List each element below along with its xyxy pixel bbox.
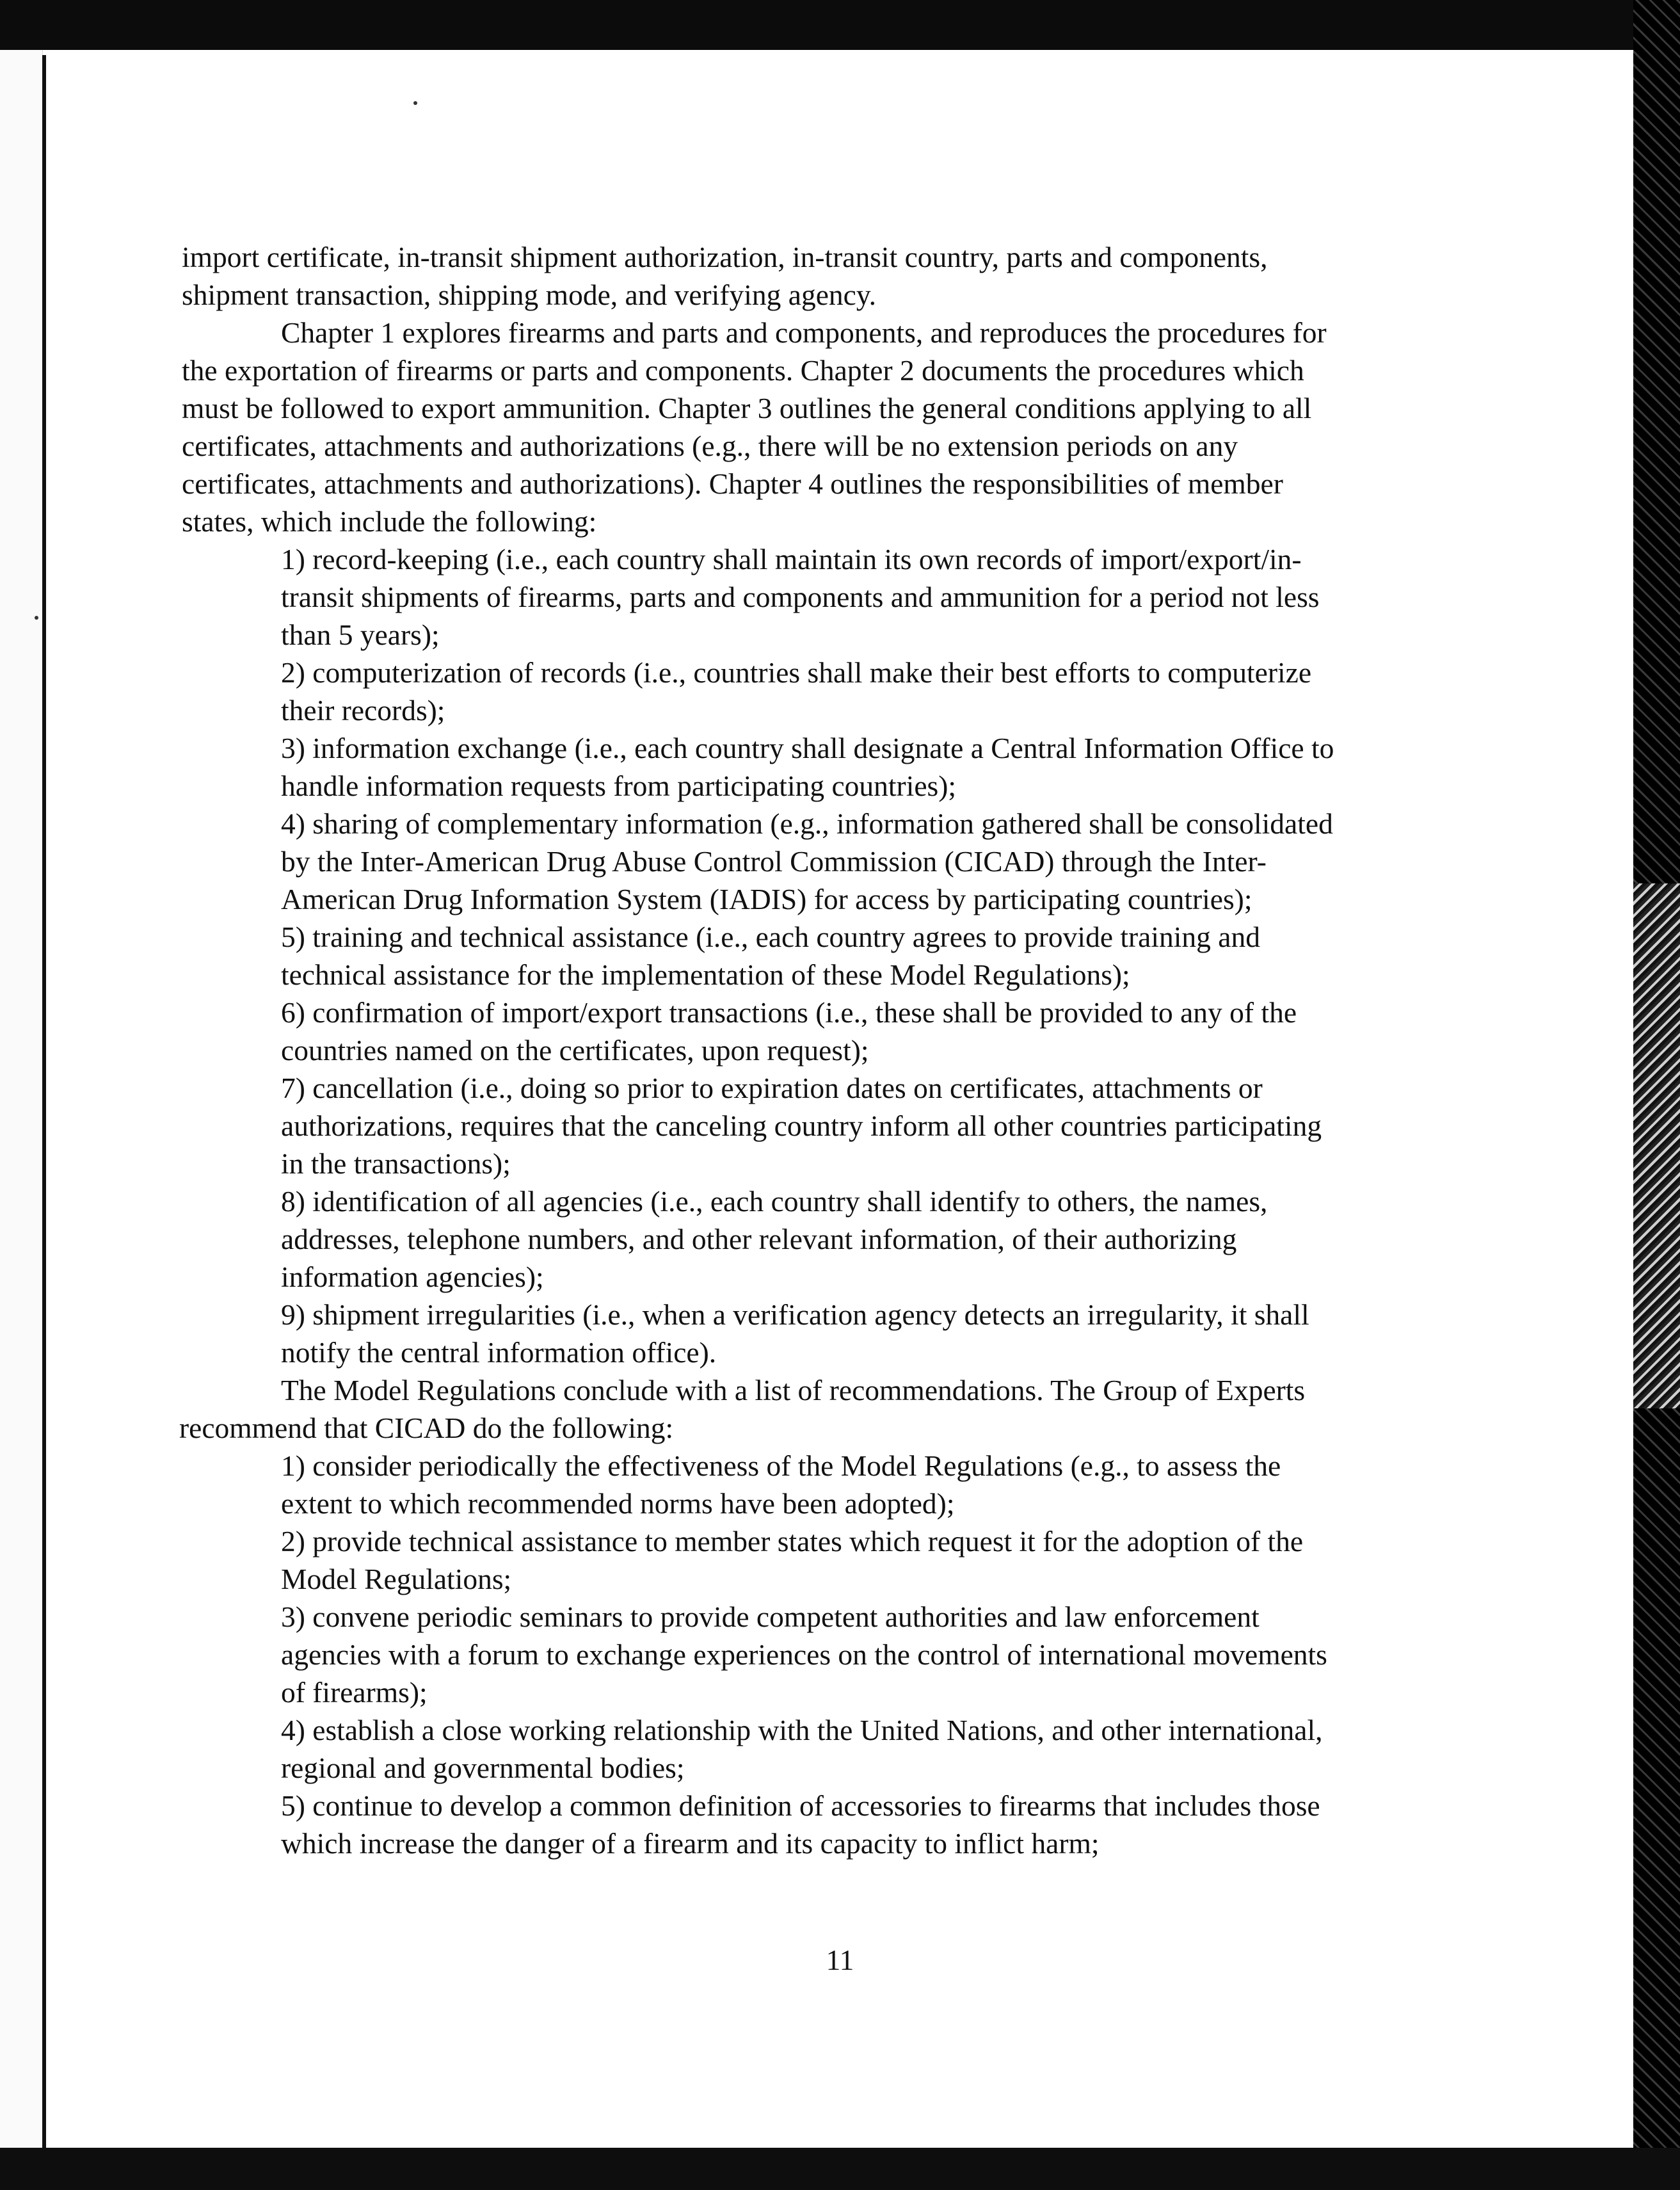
- list-item-continuation: countries named on the certificates, upon request);: [281, 1034, 869, 1067]
- list-item-continuation: regional and governmental bodies;: [281, 1751, 685, 1784]
- list-item-continuation: American Drug Information System (IADIS) for access by participating countries);: [281, 883, 1252, 915]
- scan-speck: [413, 101, 417, 105]
- text-line: certificates, attachments and authorizations). Chapter 4 outlines the responsibilities of member: [182, 467, 1283, 500]
- text-line: shipment transaction, shipping mode, and verifying agency.: [182, 278, 877, 311]
- list-item: 9) shipment irregularities (i.e., when a verification agency detects an irregularity, it shall: [281, 1298, 1309, 1331]
- text-line: the exportation of firearms or parts and components. Chapter 2 documents the procedures which: [182, 354, 1304, 387]
- text-line: certificates, attachments and authorizations (e.g., there will be no extension periods on any: [182, 430, 1238, 462]
- list-item: 2) computerization of records (i.e., countries shall make their best efforts to computerize: [281, 656, 1312, 689]
- scan-left-rule: [42, 55, 46, 2148]
- list-item: 7) cancellation (i.e., doing so prior to expiration dates on certificates, attachments or: [281, 1072, 1263, 1104]
- list-item-continuation: transit shipments of firearms, parts and components and ammunition for a period not less: [281, 581, 1320, 613]
- document-body: [179, 238, 1468, 1862]
- paragraph-start: The Model Regulations conclude with a list of recommendations. The Group of Experts: [281, 1374, 1306, 1406]
- list-item-continuation: technical assistance for the implementation of these Model Regulations);: [281, 958, 1130, 991]
- list-item: 8) identification of all agencies (i.e., each country shall identify to others, the names,: [281, 1185, 1268, 1218]
- scan-border-top: [0, 0, 1680, 50]
- list-item-continuation: than 5 years);: [281, 618, 440, 651]
- list-item-continuation: handle information requests from participating countries);: [281, 769, 957, 802]
- list-item-continuation: extent to which recommended norms have been adopted);: [281, 1487, 955, 1520]
- list-item-continuation: information agencies);: [281, 1260, 544, 1293]
- list-item-continuation: authorizations, requires that the canceling country inform all other countries participating: [281, 1109, 1322, 1142]
- list-item: 6) confirmation of import/export transactions (i.e., these shall be provided to any of the: [281, 996, 1297, 1029]
- list-item: 4) establish a close working relationship with the United Nations, and other international,: [281, 1714, 1323, 1746]
- list-item: 5) continue to develop a common definition of accessories to firearms that includes those: [281, 1789, 1320, 1822]
- list-item-continuation: by the Inter-American Drug Abuse Control Commission (CICAD) through the Inter-: [281, 845, 1267, 878]
- list-item-continuation: their records);: [281, 694, 445, 727]
- paragraph-start: Chapter 1 explores firearms and parts and components, and reproduces the procedures for: [281, 316, 1327, 349]
- list-item: 3) convene periodic seminars to provide competent authorities and law enforcement: [281, 1600, 1260, 1633]
- list-item-continuation: agencies with a forum to exchange experiences on the control of international movements: [281, 1638, 1327, 1671]
- list-item: 5) training and technical assistance (i.e., each country agrees to provide training and: [281, 921, 1260, 953]
- list-item-continuation: notify the central information office).: [281, 1336, 717, 1369]
- list-item-continuation: of firearms);: [281, 1676, 428, 1709]
- list-item: 4) sharing of complementary information (e.g., information gathered shall be consolidated: [281, 807, 1333, 840]
- scan-border-left: [0, 50, 43, 2148]
- scan-border-right-noise: [1633, 883, 1680, 1408]
- page-number: 11: [826, 1944, 854, 1976]
- text-line: must be followed to export ammunition. Chapter 3 outlines the general conditions applying to all: [182, 392, 1312, 424]
- scan-border-bottom: [0, 2148, 1680, 2190]
- text-line: import certificate, in-transit shipment authorization, in-transit country, parts and components,: [182, 241, 1268, 273]
- list-item-continuation: Model Regulations;: [281, 1563, 512, 1595]
- scan-speck: [35, 616, 38, 620]
- list-item: 3) information exchange (i.e., each country shall designate a Central Information Office to: [281, 732, 1334, 764]
- list-item-continuation: in the transactions);: [281, 1147, 511, 1180]
- text-line: states, which include the following:: [182, 505, 597, 538]
- list-item: 1) record-keeping (i.e., each country shall maintain its own records of import/export/in-: [281, 543, 1302, 576]
- list-item-continuation: which increase the danger of a firearm and its capacity to inflict harm;: [281, 1827, 1100, 1860]
- list-item: 1) consider periodically the effectiveness of the Model Regulations (e.g., to assess the: [281, 1449, 1281, 1482]
- text-line: recommend that CICAD do the following:: [179, 1412, 674, 1444]
- list-item-continuation: addresses, telephone numbers, and other relevant information, of their authorizing: [281, 1223, 1237, 1255]
- list-item: 2) provide technical assistance to member states which request it for the adoption of the: [281, 1525, 1304, 1558]
